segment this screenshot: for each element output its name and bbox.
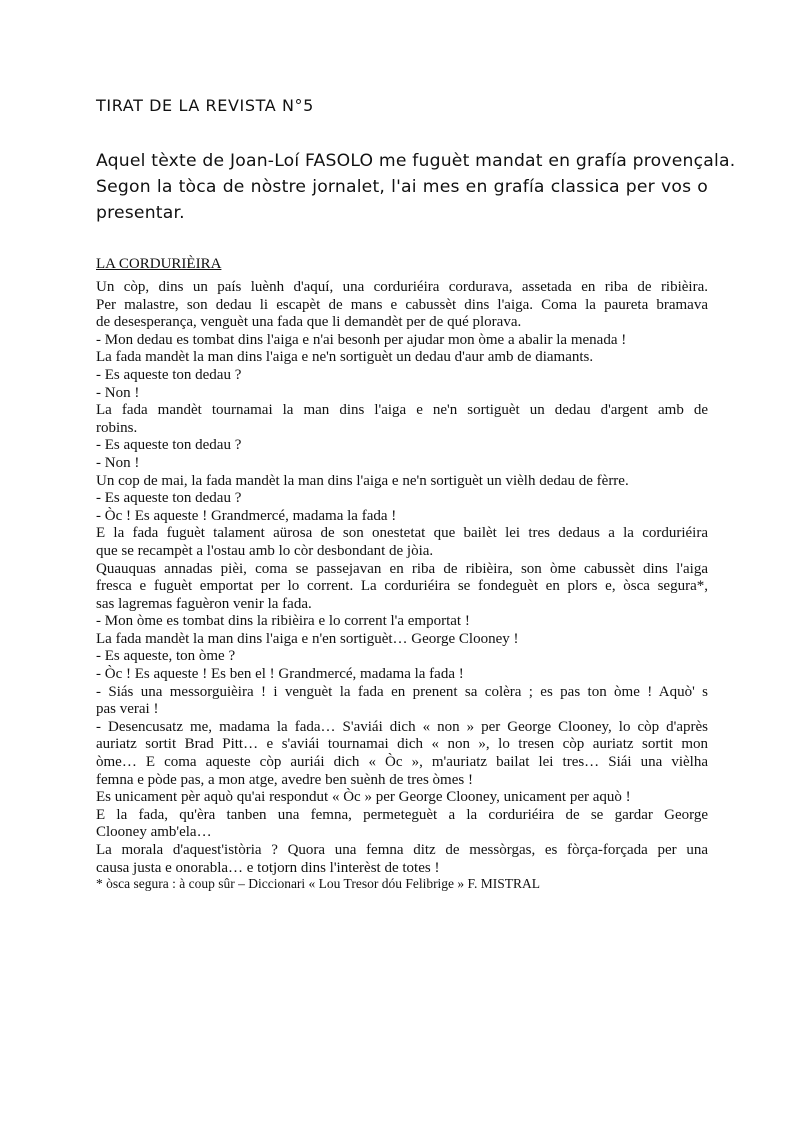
story-line: - Mon òme es tombat dins la ribièira e lo corrent l'a emportat ! [96, 613, 470, 630]
story-line: femna e pòde pas, a mon atge, avedre ben suènh de tres òmes ! [96, 771, 473, 788]
story-line: òme… E coma aqueste còp auriái dich « Òc », m'auriatz bailat lei tres… Siái una vièlha [96, 754, 708, 771]
story-line: auriatz sortit Brad Pitt… e s'aviái tournamai dich « non », lo tresen còp auriatz sortit mon [96, 736, 708, 753]
story-line: - Non ! [96, 384, 140, 401]
story-line: - Òc ! Es aqueste ! Es ben el ! Grandmercé, madama la fada ! [96, 666, 464, 683]
story-line: E la fada, qu'èra tanben una femna, permeteguèt a la corduriéira de se gardar George [96, 806, 708, 823]
footnote: * òsca segura : à coup sûr – Diccionari « Lou Tresor dóu Felibrige » F. MISTRAL [96, 876, 540, 891]
story-line: - Mon dedau es tombat dins l'aiga e n'ai besonh per ajudar mon òme a abalir la menada ! [96, 331, 627, 348]
story-line: - Non ! [96, 454, 140, 471]
story-line: La morala d'aquest'istòria ? Quora una femna ditz de messòrgas, es fòrça-forçada per una [96, 842, 708, 858]
story-line: La fada mandèt la man dins l'aiga e n'en sortiguèt… George Clooney ! [96, 630, 519, 647]
story-line: - Es aqueste, ton òme ? [96, 648, 236, 665]
story-line: Es unicament pèr aquò qu'ai respondut « Òc » per George Clooney, unicament per aquò ! [96, 789, 631, 806]
intro-line: Aquel tèxte de Joan-Loí FASOLO me fuguèt mandat en grafía provençala. [96, 151, 736, 171]
story-line: - Es aqueste ton dedau ? [96, 490, 242, 507]
story-line: que se recampèt a l'ostau amb lo còr desbondant de jòia. [96, 542, 434, 559]
story-line: fresca e fuguèt emportat per lo corrent. La corduriéira se fondeguèt en plors e, òsca segura*, [96, 578, 708, 595]
story-line: Un cop de mai, la fada mandèt la man dins l'aiga e ne'n sortiguèt un vièlh dedau de fèrre. [96, 472, 629, 489]
intro-paragraph [96, 148, 736, 226]
story-line: Per malastre, son dedau li escapèt de mans e cabussèt dins l'aiga. Coma la paureta bramava [96, 296, 708, 313]
story-line: La fada mandèt tournamai la man dins l'aiga e ne'n sortiguèt un dedau d'argent amb de [96, 402, 708, 419]
intro-line: Segon la tòca de nòstre jornalet, l'ai mes en grafía classica per vos o [96, 177, 708, 197]
story-line: - Es aqueste ton dedau ? [96, 366, 242, 383]
story-line: Quauquas annadas pièi, coma se passejavan en riba de ribièira, son òme cabussèt dins l'aiga [96, 560, 708, 577]
story-line: - Siás una messorguièira ! i venguèt la fada en prenent sa colèra ; es pas ton òme ! Aquò' s [96, 683, 708, 700]
story-line: causa justa e onorabla… e totjorn dins l'interèst de totes ! [96, 859, 440, 876]
story-line: - Desencusatz me, madama la fada… S'aviái dich « non » per George Clooney, lo còp d'après [96, 718, 708, 735]
story-title: LA CORDURIÈIRA [96, 256, 222, 272]
story-line: - Òc ! Es aqueste ! Grandmercé, madama la fada ! [96, 507, 397, 524]
story-line: La fada mandèt la man dins l'aiga e ne'n sortiguèt un dedau d'aur amb de diamants. [96, 349, 594, 366]
story-line: pas verai ! [96, 701, 159, 718]
story-body [96, 279, 708, 877]
story-line: E la fada fuguèt talament aürosa de son onestetat que bailèt lei tres dedaus a la corduriéira [96, 525, 708, 542]
story-line: de desesperança, venguèt una fada que li demandèt per de qué plorava. [96, 314, 522, 331]
story-line: sas lagremas faguèron venir la fada. [96, 595, 312, 612]
story-line: Clooney amb'ela… [96, 824, 212, 841]
story-line: - Es aqueste ton dedau ? [96, 437, 242, 454]
page-heading: TIRAT DE LA REVISTA N°5 [96, 96, 314, 115]
intro-line: presentar. [96, 203, 185, 223]
story-line: Un còp, dins un país luènh d'aquí, una corduriéira cordurava, assetada en riba de ribièira. [96, 279, 708, 295]
story-line: robins. [96, 419, 138, 436]
